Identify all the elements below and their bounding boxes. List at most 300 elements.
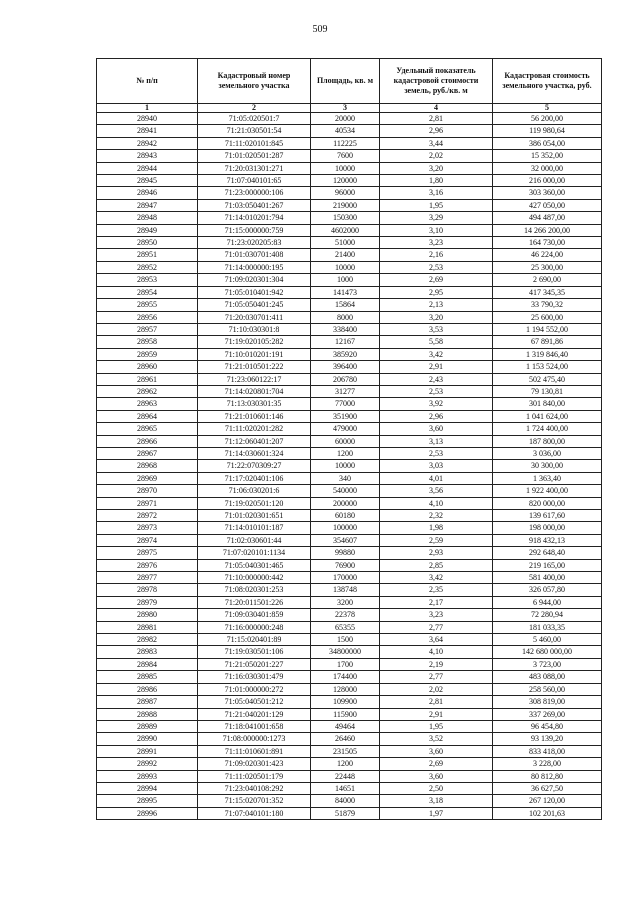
cell-cadastral-number: 71:09:020301:304 xyxy=(198,274,311,286)
cell-cadastral-value: 386 054,00 xyxy=(493,137,602,149)
cell-cadastral-value: 36 627,50 xyxy=(493,782,602,794)
cell-area: 200000 xyxy=(311,497,380,509)
cell-row-number: 28957 xyxy=(97,323,198,335)
cell-cadastral-value: 292 648,40 xyxy=(493,547,602,559)
cell-cadastral-value: 15 352,00 xyxy=(493,150,602,162)
table-row xyxy=(97,547,602,559)
cell-cadastral-number: 71:08:020301:253 xyxy=(198,584,311,596)
table-row xyxy=(97,807,602,819)
cell-specific-value: 3,44 xyxy=(380,137,493,149)
cell-cadastral-number: 71:13:030301:35 xyxy=(198,398,311,410)
cell-specific-value: 2,81 xyxy=(380,696,493,708)
cell-cadastral-number: 71:02:030601:44 xyxy=(198,534,311,546)
cell-cadastral-number: 71:01:020501:287 xyxy=(198,150,311,162)
cell-specific-value: 5,58 xyxy=(380,336,493,348)
cell-row-number: 28984 xyxy=(97,658,198,670)
cell-row-number: 28962 xyxy=(97,385,198,397)
cell-specific-value: 2,81 xyxy=(380,113,493,125)
cell-specific-value: 2,85 xyxy=(380,559,493,571)
cell-cadastral-number: 71:11:020501:179 xyxy=(198,770,311,782)
cell-cadastral-number: 71:23:020205:83 xyxy=(198,237,311,249)
cell-cadastral-value: 1 724 400,00 xyxy=(493,423,602,435)
table-row xyxy=(97,398,602,410)
cell-cadastral-number: 71:05:020501:7 xyxy=(198,113,311,125)
cell-area: 138748 xyxy=(311,584,380,596)
cell-cadastral-value: 820 000,00 xyxy=(493,497,602,509)
cell-cadastral-value: 25 600,00 xyxy=(493,311,602,323)
cell-specific-value: 2,02 xyxy=(380,150,493,162)
cell-specific-value: 2,19 xyxy=(380,658,493,670)
cell-specific-value: 3,16 xyxy=(380,187,493,199)
cell-cadastral-value: 326 057,80 xyxy=(493,584,602,596)
cell-row-number: 28989 xyxy=(97,720,198,732)
cell-specific-value: 2,93 xyxy=(380,547,493,559)
cell-area: 26460 xyxy=(311,733,380,745)
cell-area: 60000 xyxy=(311,435,380,447)
table-row xyxy=(97,472,602,484)
table-row xyxy=(97,485,602,497)
cell-cadastral-number: 71:05:040501:212 xyxy=(198,696,311,708)
cell-specific-value: 3,20 xyxy=(380,311,493,323)
cell-specific-value: 2,13 xyxy=(380,299,493,311)
cell-area: 14651 xyxy=(311,782,380,794)
cell-cadastral-number: 71:10:010201:191 xyxy=(198,348,311,360)
cell-row-number: 28973 xyxy=(97,522,198,534)
table-header-row xyxy=(97,59,602,104)
cell-specific-value: 2,53 xyxy=(380,447,493,459)
cell-area: 8000 xyxy=(311,311,380,323)
cell-area: 1200 xyxy=(311,447,380,459)
cell-row-number: 28949 xyxy=(97,224,198,236)
table-row xyxy=(97,522,602,534)
cell-row-number: 28954 xyxy=(97,286,198,298)
table-row xyxy=(97,348,602,360)
cell-cadastral-value: 3 228,00 xyxy=(493,758,602,770)
cell-cadastral-value: 164 730,00 xyxy=(493,237,602,249)
cell-area: 22448 xyxy=(311,770,380,782)
cell-cadastral-number: 71:15:020701:352 xyxy=(198,795,311,807)
cell-area: 479000 xyxy=(311,423,380,435)
cell-area: 77000 xyxy=(311,398,380,410)
cell-area: 128000 xyxy=(311,683,380,695)
cell-specific-value: 2,77 xyxy=(380,621,493,633)
cell-cadastral-number: 71:01:000000:272 xyxy=(198,683,311,695)
cell-cadastral-value: 1 041 624,00 xyxy=(493,410,602,422)
cell-row-number: 28966 xyxy=(97,435,198,447)
table-row xyxy=(97,435,602,447)
table-row xyxy=(97,187,602,199)
column-number: 2 xyxy=(198,104,311,113)
cell-cadastral-number: 71:01:020301:651 xyxy=(198,510,311,522)
cell-cadastral-value: 1 194 552,00 xyxy=(493,323,602,335)
cell-area: 141473 xyxy=(311,286,380,298)
cell-row-number: 28955 xyxy=(97,299,198,311)
table-row xyxy=(97,311,602,323)
cell-cadastral-value: 267 120,00 xyxy=(493,795,602,807)
cell-cadastral-value: 30 300,00 xyxy=(493,460,602,472)
cell-row-number: 28942 xyxy=(97,137,198,149)
cell-cadastral-value: 56 200,00 xyxy=(493,113,602,125)
cell-specific-value: 3,64 xyxy=(380,634,493,646)
cell-row-number: 28988 xyxy=(97,708,198,720)
cell-specific-value: 3,18 xyxy=(380,795,493,807)
cell-cadastral-number: 71:21:050201:227 xyxy=(198,658,311,670)
table-row xyxy=(97,224,602,236)
cell-area: 109900 xyxy=(311,696,380,708)
column-number-row xyxy=(97,104,602,113)
cell-area: 1200 xyxy=(311,758,380,770)
cell-cadastral-value: 308 819,00 xyxy=(493,696,602,708)
cell-cadastral-number: 71:03:050401:267 xyxy=(198,199,311,211)
cell-cadastral-value: 1 319 846,40 xyxy=(493,348,602,360)
cell-cadastral-value: 5 460,00 xyxy=(493,634,602,646)
cell-area: 7600 xyxy=(311,150,380,162)
cell-cadastral-value: 139 617,60 xyxy=(493,510,602,522)
cell-cadastral-value: 3 036,00 xyxy=(493,447,602,459)
cell-cadastral-value: 93 139,20 xyxy=(493,733,602,745)
cell-area: 34800000 xyxy=(311,646,380,658)
cell-row-number: 28960 xyxy=(97,361,198,373)
cell-row-number: 28941 xyxy=(97,125,198,137)
cell-specific-value: 2,96 xyxy=(380,125,493,137)
cell-area: 15864 xyxy=(311,299,380,311)
cell-area: 1700 xyxy=(311,658,380,670)
cell-area: 51879 xyxy=(311,807,380,819)
cell-cadastral-value: 581 400,00 xyxy=(493,572,602,584)
cell-cadastral-value: 46 224,00 xyxy=(493,249,602,261)
cell-cadastral-number: 71:07:040101:180 xyxy=(198,807,311,819)
cell-specific-value: 3,60 xyxy=(380,745,493,757)
cell-row-number: 28993 xyxy=(97,770,198,782)
table-row xyxy=(97,175,602,187)
table-row xyxy=(97,137,602,149)
cell-area: 99880 xyxy=(311,547,380,559)
cell-cadastral-number: 71:05:010401:942 xyxy=(198,286,311,298)
cell-cadastral-value: 427 050,00 xyxy=(493,199,602,211)
column-number: 1 xyxy=(97,104,198,113)
table-row xyxy=(97,410,602,422)
cell-area: 31277 xyxy=(311,385,380,397)
cell-cadastral-number: 71:11:010601:891 xyxy=(198,745,311,757)
cell-cadastral-number: 71:14:000000:195 xyxy=(198,261,311,273)
cell-row-number: 28963 xyxy=(97,398,198,410)
cell-cadastral-number: 71:21:010601:146 xyxy=(198,410,311,422)
cell-row-number: 28956 xyxy=(97,311,198,323)
table-row xyxy=(97,199,602,211)
cell-specific-value: 1,95 xyxy=(380,720,493,732)
cell-cadastral-number: 71:12:060401:207 xyxy=(198,435,311,447)
cell-cadastral-value: 1 922 400,00 xyxy=(493,485,602,497)
cell-specific-value: 2,43 xyxy=(380,373,493,385)
cell-cadastral-number: 71:21:030501:54 xyxy=(198,125,311,137)
cell-specific-value: 2,59 xyxy=(380,534,493,546)
table-row xyxy=(97,125,602,137)
cell-area: 60180 xyxy=(311,510,380,522)
cell-cadastral-value: 119 980,64 xyxy=(493,125,602,137)
cell-row-number: 28952 xyxy=(97,261,198,273)
cell-cadastral-number: 71:14:030601:324 xyxy=(198,447,311,459)
cell-cadastral-value: 3 723,00 xyxy=(493,658,602,670)
cell-row-number: 28996 xyxy=(97,807,198,819)
cell-row-number: 28991 xyxy=(97,745,198,757)
cell-cadastral-value: 1 363,40 xyxy=(493,472,602,484)
cell-cadastral-number: 71:21:010501:222 xyxy=(198,361,311,373)
cell-area: 351900 xyxy=(311,410,380,422)
cell-specific-value: 3,42 xyxy=(380,572,493,584)
table-row xyxy=(97,510,602,522)
table-row xyxy=(97,460,602,472)
cell-area: 340 xyxy=(311,472,380,484)
table-row xyxy=(97,609,602,621)
cell-cadastral-number: 71:22:070309:27 xyxy=(198,460,311,472)
cell-cadastral-number: 71:20:011501:226 xyxy=(198,596,311,608)
cell-specific-value: 2,35 xyxy=(380,584,493,596)
table-row xyxy=(97,534,602,546)
table-row xyxy=(97,336,602,348)
table-row xyxy=(97,733,602,745)
header-cadastral-number: Кадастровый номер земельного участка xyxy=(198,59,311,104)
header-cadastral-value: Кадастровая стоимость земельного участка, руб. xyxy=(493,59,602,104)
cell-specific-value: 2,17 xyxy=(380,596,493,608)
table-row xyxy=(97,447,602,459)
cell-specific-value: 2,53 xyxy=(380,385,493,397)
cell-row-number: 28976 xyxy=(97,559,198,571)
cell-cadastral-number: 71:17:020401:106 xyxy=(198,472,311,484)
cell-cadastral-number: 71:23:000000:106 xyxy=(198,187,311,199)
cell-cadastral-number: 71:18:041001:658 xyxy=(198,720,311,732)
cell-cadastral-number: 71:07:020101:1134 xyxy=(198,547,311,559)
cell-cadastral-number: 71:20:030701:411 xyxy=(198,311,311,323)
cell-cadastral-number: 71:15:000000:759 xyxy=(198,224,311,236)
cell-cadastral-number: 71:10:030301:8 xyxy=(198,323,311,335)
table-row xyxy=(97,708,602,720)
cell-specific-value: 1,98 xyxy=(380,522,493,534)
cell-cadastral-number: 71:10:000000:442 xyxy=(198,572,311,584)
cell-specific-value: 1,80 xyxy=(380,175,493,187)
cell-specific-value: 1,97 xyxy=(380,807,493,819)
table-row xyxy=(97,658,602,670)
table-row xyxy=(97,274,602,286)
cell-area: 84000 xyxy=(311,795,380,807)
table-row xyxy=(97,423,602,435)
cell-area: 170000 xyxy=(311,572,380,584)
cell-cadastral-value: 181 033,35 xyxy=(493,621,602,633)
cell-row-number: 28979 xyxy=(97,596,198,608)
cell-specific-value: 3,53 xyxy=(380,323,493,335)
cell-specific-value: 3,10 xyxy=(380,224,493,236)
cell-specific-value: 2,96 xyxy=(380,410,493,422)
cell-area: 21400 xyxy=(311,249,380,261)
cell-cadastral-number: 71:20:031301:271 xyxy=(198,162,311,174)
cell-area: 40534 xyxy=(311,125,380,137)
cell-row-number: 28995 xyxy=(97,795,198,807)
cell-row-number: 28964 xyxy=(97,410,198,422)
cell-row-number: 28946 xyxy=(97,187,198,199)
cell-area: 112225 xyxy=(311,137,380,149)
cell-area: 100000 xyxy=(311,522,380,534)
cell-specific-value: 3,60 xyxy=(380,423,493,435)
cell-row-number: 28992 xyxy=(97,758,198,770)
cell-cadastral-value: 833 418,00 xyxy=(493,745,602,757)
cell-cadastral-value: 25 300,00 xyxy=(493,261,602,273)
table-row xyxy=(97,596,602,608)
cell-cadastral-number: 71:19:020105:282 xyxy=(198,336,311,348)
cell-cadastral-number: 71:15:020401:89 xyxy=(198,634,311,646)
cell-row-number: 28990 xyxy=(97,733,198,745)
cell-area: 65355 xyxy=(311,621,380,633)
cell-cadastral-number: 71:16:000000:248 xyxy=(198,621,311,633)
table-row xyxy=(97,758,602,770)
cell-cadastral-number: 71:21:040201:129 xyxy=(198,708,311,720)
cell-row-number: 28986 xyxy=(97,683,198,695)
cell-area: 10000 xyxy=(311,261,380,273)
cell-row-number: 28953 xyxy=(97,274,198,286)
table-row xyxy=(97,299,602,311)
table-row xyxy=(97,671,602,683)
cell-cadastral-value: 483 088,00 xyxy=(493,671,602,683)
cell-row-number: 28950 xyxy=(97,237,198,249)
cell-area: 150300 xyxy=(311,212,380,224)
cell-cadastral-number: 71:19:030501:106 xyxy=(198,646,311,658)
cell-cadastral-value: 80 812,80 xyxy=(493,770,602,782)
table-row xyxy=(97,385,602,397)
cell-cadastral-value: 198 000,00 xyxy=(493,522,602,534)
cell-specific-value: 2,95 xyxy=(380,286,493,298)
cell-specific-value: 3,56 xyxy=(380,485,493,497)
cell-cadastral-value: 219 165,00 xyxy=(493,559,602,571)
table-row xyxy=(97,113,602,125)
cell-row-number: 28958 xyxy=(97,336,198,348)
cell-specific-value: 1,95 xyxy=(380,199,493,211)
cell-specific-value: 3,29 xyxy=(380,212,493,224)
cell-specific-value: 2,02 xyxy=(380,683,493,695)
cell-row-number: 28985 xyxy=(97,671,198,683)
cell-cadastral-number: 71:11:020101:845 xyxy=(198,137,311,149)
cell-specific-value: 3,20 xyxy=(380,162,493,174)
table-row xyxy=(97,237,602,249)
cell-specific-value: 3,52 xyxy=(380,733,493,745)
column-number: 4 xyxy=(380,104,493,113)
cell-cadastral-number: 71:08:000000:1273 xyxy=(198,733,311,745)
cell-specific-value: 4,10 xyxy=(380,497,493,509)
table-row xyxy=(97,559,602,571)
cell-row-number: 28940 xyxy=(97,113,198,125)
cell-area: 354607 xyxy=(311,534,380,546)
cell-cadastral-number: 71:09:030401:859 xyxy=(198,609,311,621)
table-row xyxy=(97,162,602,174)
cell-row-number: 28969 xyxy=(97,472,198,484)
cell-specific-value: 3,13 xyxy=(380,435,493,447)
cell-specific-value: 3,23 xyxy=(380,237,493,249)
cell-cadastral-value: 337 269,00 xyxy=(493,708,602,720)
cell-cadastral-number: 71:05:040301:465 xyxy=(198,559,311,571)
cell-cadastral-value: 96 454,80 xyxy=(493,720,602,732)
cell-cadastral-value: 216 000,00 xyxy=(493,175,602,187)
cell-row-number: 28981 xyxy=(97,621,198,633)
cell-specific-value: 2,91 xyxy=(380,361,493,373)
cell-row-number: 28982 xyxy=(97,634,198,646)
table-row xyxy=(97,572,602,584)
cell-cadastral-value: 187 800,00 xyxy=(493,435,602,447)
cell-specific-value: 2,69 xyxy=(380,758,493,770)
cell-cadastral-number: 71:19:020501:120 xyxy=(198,497,311,509)
cell-row-number: 28987 xyxy=(97,696,198,708)
cell-row-number: 28959 xyxy=(97,348,198,360)
table-row xyxy=(97,212,602,224)
cell-area: 10000 xyxy=(311,162,380,174)
cell-cadastral-value: 494 487,00 xyxy=(493,212,602,224)
cell-cadastral-number: 71:23:040108:292 xyxy=(198,782,311,794)
cell-row-number: 28974 xyxy=(97,534,198,546)
header-row-number: № п/п xyxy=(97,59,198,104)
cell-area: 174400 xyxy=(311,671,380,683)
cell-cadastral-number: 71:09:020301:423 xyxy=(198,758,311,770)
cell-cadastral-value: 918 432,13 xyxy=(493,534,602,546)
cell-row-number: 28943 xyxy=(97,150,198,162)
table-row xyxy=(97,497,602,509)
cell-specific-value: 3,42 xyxy=(380,348,493,360)
cell-area: 540000 xyxy=(311,485,380,497)
table-row xyxy=(97,683,602,695)
cell-cadastral-value: 417 345,35 xyxy=(493,286,602,298)
table-row xyxy=(97,745,602,757)
cell-cadastral-value: 79 130,81 xyxy=(493,385,602,397)
cell-cadastral-number: 71:23:060122:17 xyxy=(198,373,311,385)
cell-specific-value: 2,91 xyxy=(380,708,493,720)
cell-row-number: 28980 xyxy=(97,609,198,621)
cell-specific-value: 3,92 xyxy=(380,398,493,410)
cell-area: 385920 xyxy=(311,348,380,360)
cell-area: 10000 xyxy=(311,460,380,472)
cell-row-number: 28971 xyxy=(97,497,198,509)
table-row xyxy=(97,261,602,273)
cell-cadastral-value: 32 000,00 xyxy=(493,162,602,174)
cell-cadastral-value: 258 560,00 xyxy=(493,683,602,695)
cell-cadastral-number: 71:14:010101:187 xyxy=(198,522,311,534)
cell-area: 396400 xyxy=(311,361,380,373)
table-row xyxy=(97,782,602,794)
table-row xyxy=(97,249,602,261)
cell-specific-value: 2,50 xyxy=(380,782,493,794)
cell-specific-value: 2,32 xyxy=(380,510,493,522)
cell-cadastral-value: 2 690,00 xyxy=(493,274,602,286)
table-row xyxy=(97,634,602,646)
cell-area: 3200 xyxy=(311,596,380,608)
cell-area: 76900 xyxy=(311,559,380,571)
cell-area: 1000 xyxy=(311,274,380,286)
cell-specific-value: 2,16 xyxy=(380,249,493,261)
header-area: Площадь, кв. м xyxy=(311,59,380,104)
cell-area: 49464 xyxy=(311,720,380,732)
table-row xyxy=(97,646,602,658)
cell-cadastral-number: 71:05:050401:245 xyxy=(198,299,311,311)
cell-row-number: 28965 xyxy=(97,423,198,435)
cell-specific-value: 3,23 xyxy=(380,609,493,621)
cell-cadastral-value: 72 280,94 xyxy=(493,609,602,621)
cell-cadastral-value: 1 153 524,00 xyxy=(493,361,602,373)
cell-row-number: 28977 xyxy=(97,572,198,584)
cell-row-number: 28948 xyxy=(97,212,198,224)
cell-cadastral-value: 142 680 000,00 xyxy=(493,646,602,658)
cell-area: 120000 xyxy=(311,175,380,187)
cell-cadastral-value: 502 475,40 xyxy=(493,373,602,385)
cell-row-number: 28961 xyxy=(97,373,198,385)
cell-row-number: 28967 xyxy=(97,447,198,459)
cell-area: 338400 xyxy=(311,323,380,335)
table-row xyxy=(97,361,602,373)
column-number: 3 xyxy=(311,104,380,113)
cell-row-number: 28994 xyxy=(97,782,198,794)
